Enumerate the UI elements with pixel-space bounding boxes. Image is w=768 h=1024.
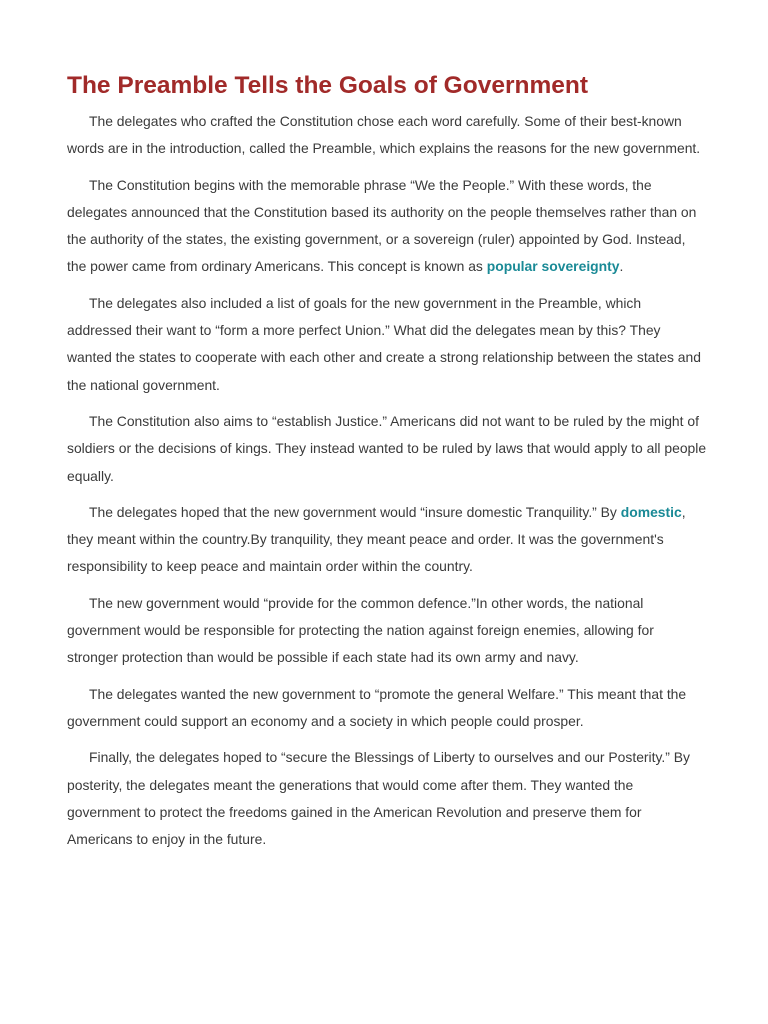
glossary-term-popular-sovereignty[interactable]: popular sovereignty xyxy=(486,258,620,275)
glossary-term-domestic[interactable]: domestic xyxy=(620,503,682,520)
paragraph-domestic-tranquility xyxy=(67,499,707,581)
paragraph-justice: The Constitution also aims to “establish Justice.” Americans did not want to be ruled by the might of soldiers or the decisions of kings. They instead wanted to be ruled by laws that would apply to all people equally. xyxy=(67,412,707,484)
page-title: The Preamble Tells the Goals of Government xyxy=(67,72,588,99)
paragraph-popular-sovereignty xyxy=(67,172,707,281)
paragraph-intro: The delegates who crafted the Constitution chose each word carefully. Some of their best-known words are in the introduction, called the Preamble, which explains the reasons for the new government. xyxy=(67,113,701,157)
paragraph-text: . xyxy=(619,258,624,275)
paragraph-general-welfare: The delegates wanted the new government to “promote the general Welfare.” This meant that the government could support an economy and a society in which people could prosper. xyxy=(67,685,687,729)
paragraph-text: The Constitution begins with the memorable phrase “We the People.” With these words, the delegates announced that the Constitution based its authority on the people themselves rather than on the authority of the states, the existing government, or a sovereign (ruler) appointed by God. Instead, the power came from ordinary Americans. This concept is known as xyxy=(67,176,697,275)
paragraph-blessings-of-liberty: Finally, the delegates hoped to “secure the Blessings of Liberty to ourselves and our Posterity.” By posterity, the delegates meant the generations that would come after them. They wanted the government to protect the freedoms gained in the American Revolution and preserve them for Americans to enjoy in the future. xyxy=(67,749,690,848)
paragraph-text: , they meant within the country.By tranquility, they meant peace and order. It was the government's responsibility to keep peace and maintain order within the country. xyxy=(67,503,686,575)
document-page xyxy=(67,70,707,862)
paragraph-common-defence: The new government would “provide for the common defence.”In other words, the national government would be responsible for protecting the nation against foreign enemies, allowing for stronger protection than would be possible if each state had its own army and navy. xyxy=(67,594,654,666)
paragraph-text: The delegates hoped that the new government would “insure domestic Tranquility.” By xyxy=(89,503,621,520)
paragraph-perfect-union: The delegates also included a list of goals for the new government in the Preamble, which addressed their want to “form a more perfect Union.” What did the delegates mean by this? They wanted the states to cooperate with each other and create a strong relationship between the states and the national government. xyxy=(67,294,701,393)
